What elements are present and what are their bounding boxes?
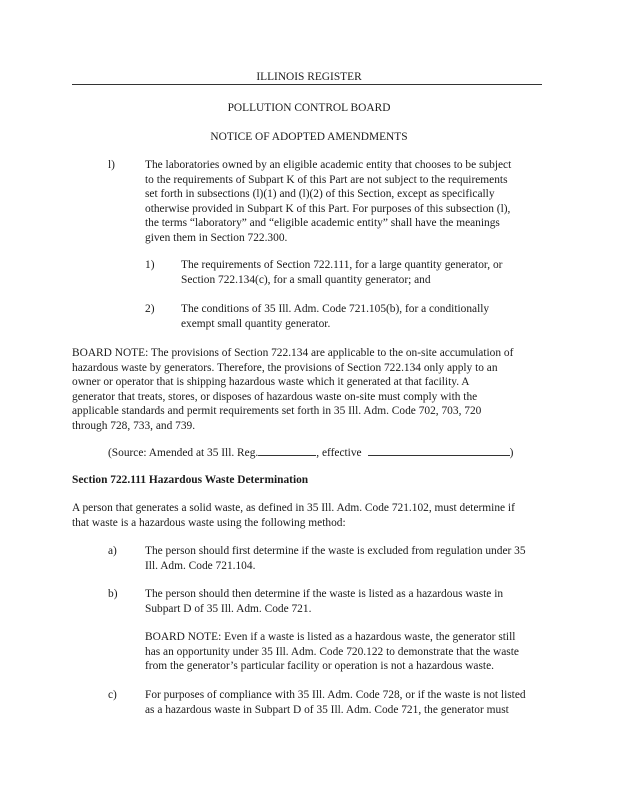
item-a-text [145, 544, 547, 573]
item-l-text [145, 158, 545, 246]
intro-line: A person that generates a solid waste, as defined in 35 Ill. Adm. Code 721.102, must determine if [72, 502, 515, 514]
item-l-line: the terms “laboratory” and “eligible academic entity” shall have the meanings [145, 217, 500, 230]
item-a-line: Ill. Adm. Code 721.104. [145, 559, 256, 572]
board-note-2-line: has an opportunity under 35 Ill. Adm. Code 720.122 to demonstrate that the waste [145, 645, 519, 658]
subitem-2-marker: 2) [145, 303, 155, 315]
source-close: ) [509, 447, 514, 459]
subitem-1-text [181, 258, 546, 287]
subitem-1-line: The requirements of Section 722.111, for a large quantity generator, or [181, 259, 503, 271]
board-note-2-line: from the generator’s particular facility or operation is not a hazardous waste. [145, 660, 494, 673]
board-note-2 [145, 630, 547, 674]
item-b-marker: b) [108, 588, 118, 600]
board-note-1-line: generator that treats, stores, or disposes of hazardous waste on-site must comply with the [72, 390, 478, 403]
subitem-2-text [181, 302, 546, 331]
board-note-1-line: owner or operator that is shipping hazardous waste which it generated at that facility. A [72, 376, 470, 389]
source-line [108, 444, 513, 461]
item-c-marker: c) [108, 689, 117, 701]
item-l-line: to the requirements of Subpart K of this Part are not subject to the requirements [145, 173, 508, 186]
source-effective: , effective [316, 447, 362, 459]
notice-title: NOTICE OF ADOPTED AMENDMENTS [210, 131, 408, 143]
subitem-2-line: exempt small quantity generator. [181, 317, 331, 330]
subitem-1-marker: 1) [145, 259, 155, 271]
item-l-line: set forth in subsections (l)(1) and (l)(2) of this Section, except as specifically [145, 188, 495, 201]
item-b-line: Subpart D of 35 Ill. Adm. Code 721. [145, 602, 312, 615]
item-c-line: as a hazardous waste in Subpart D of 35 Ill. Adm. Code 721, the generator must [145, 703, 509, 716]
register-blank [258, 444, 316, 456]
subitem-1-line: Section 722.134(c), for a small quantity generator; and [181, 273, 431, 286]
intro-paragraph [72, 501, 548, 530]
item-l-marker: l) [108, 159, 115, 171]
board-note-1-line: applicable standards and permit requirements set forth in 35 Ill. Adm. Code 702, 703, 720 [72, 405, 482, 418]
item-l-line: The laboratories owned by an eligible academic entity that chooses to be subject [145, 159, 512, 171]
item-l-line: otherwise provided in Subpart K of this Part. For purposes of this subsection (l), [145, 202, 511, 215]
agency-title: POLLUTION CONTROL BOARD [227, 102, 391, 114]
item-c-text [145, 688, 547, 717]
source-prefix: (Source: Amended at 35 Ill. Reg. [108, 447, 259, 459]
item-b-line: The person should then determine if the waste is listed as a hazardous waste in [145, 588, 504, 600]
item-b-text [145, 587, 547, 616]
item-c-line: For purposes of compliance with 35 Ill. Adm. Code 728, or if the waste is not listed [145, 689, 526, 701]
header-rule [72, 84, 542, 85]
effective-date-blank [368, 444, 510, 456]
board-note-1-line: hazardous waste by generators. Therefore, the provisions of Section 722.134 only apply to an [72, 361, 498, 374]
item-l-line: given them in Section 722.300. [145, 231, 288, 244]
board-note-1-line: BOARD NOTE: The provisions of Section 722.134 are applicable to the on-site accumulation of [72, 347, 514, 359]
section-heading: Section 722.111 Hazardous Waste Determination [72, 474, 309, 486]
subitem-2-line: The conditions of 35 Ill. Adm. Code 721.105(b), for a conditionally [181, 303, 490, 315]
board-note-1 [72, 346, 548, 434]
board-note-2-line: BOARD NOTE: Even if a waste is listed as a hazardous waste, the generator still [145, 631, 516, 643]
board-note-1-line: through 728, 733, and 739. [72, 419, 196, 432]
item-a-line: The person should first determine if the waste is excluded from regulation under 35 [145, 545, 526, 557]
intro-line: that waste is a hazardous waste using the following method: [72, 516, 346, 529]
register-title: ILLINOIS REGISTER [256, 71, 362, 83]
item-a-marker: a) [108, 545, 117, 557]
